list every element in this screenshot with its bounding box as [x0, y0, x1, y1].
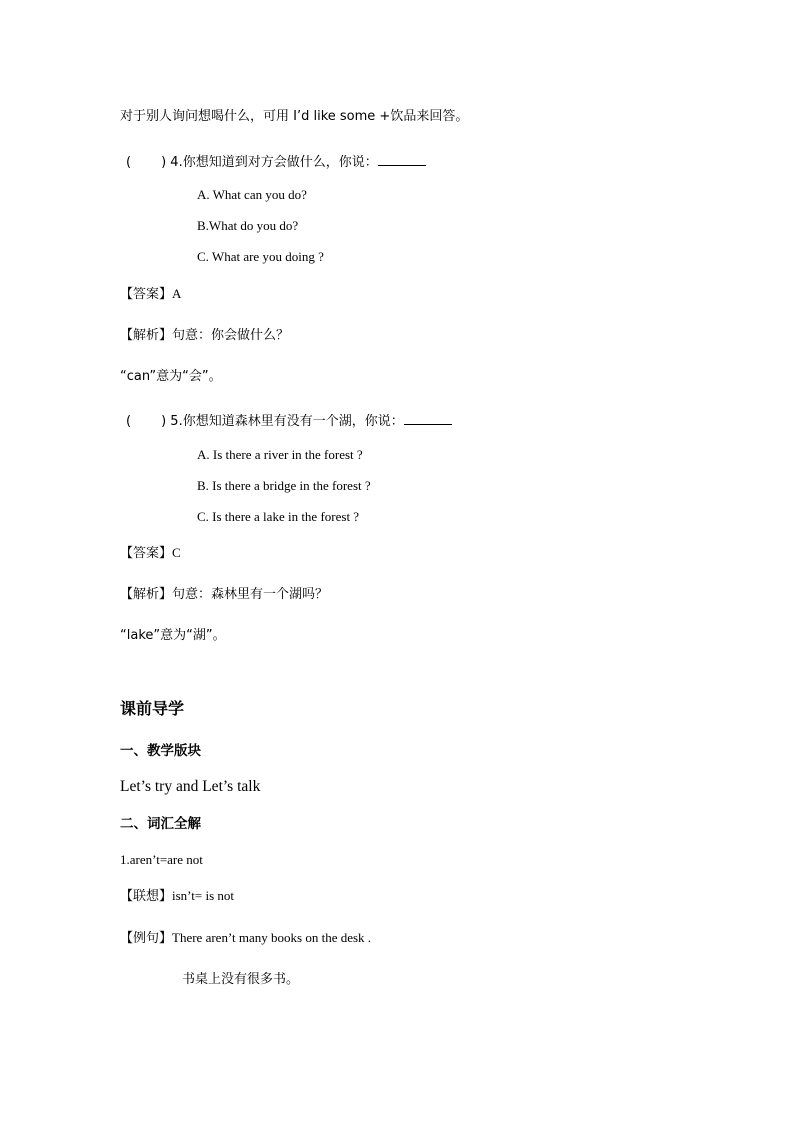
- vocab-example: [120, 930, 371, 947]
- question-5-answer: [120, 545, 181, 562]
- answer-bracket-close: ): [161, 155, 167, 170]
- part1-heading: 一、教学版块: [120, 743, 201, 759]
- question-4-note: “can”意为“会”。: [120, 369, 222, 384]
- question-5-stem-line: [126, 412, 452, 430]
- analysis-text: 句意：你会做什么？: [172, 328, 290, 343]
- analysis-text: 句意：森林里有一个湖吗？: [172, 587, 329, 602]
- intro-note: 对于别人询问想喝什么，可用 I’d like some +饮品来回答。: [120, 109, 469, 124]
- example-text: There aren’t many books on the desk .: [172, 930, 372, 945]
- question-5-note: “lake”意为“湖”。: [120, 628, 226, 643]
- answer-label: 【答案】: [120, 546, 173, 561]
- analysis-label: 【解析】: [120, 328, 173, 343]
- question-4-stem: 4.你想知道到对方会做什么，你说：: [170, 155, 378, 170]
- question-4-analysis: [120, 328, 289, 344]
- question-5-stem: 5.你想知道森林里有没有一个湖，你说：: [170, 414, 404, 429]
- part2-heading: 二、词汇全解: [120, 816, 201, 832]
- answer-blank: [404, 412, 452, 425]
- association-label: 【联想】: [120, 889, 173, 904]
- answer-blank: [378, 153, 426, 166]
- answer-label: 【答案】: [120, 287, 173, 302]
- section-title: 课前导学: [120, 699, 185, 718]
- question-4-answer: [120, 286, 181, 303]
- analysis-label: 【解析】: [120, 587, 173, 602]
- association-text: isn’t= is not: [172, 888, 235, 903]
- example-label: 【例句】: [120, 931, 173, 946]
- question-5-analysis: [120, 587, 328, 603]
- question-4-option-a: A. What can you do?: [197, 187, 307, 202]
- question-4-option-b: B.What do you do?: [197, 218, 299, 233]
- question-5-option-b: B. Is there a bridge in the forest ?: [197, 478, 371, 493]
- vocab-association: [120, 888, 234, 905]
- vocab-item: 1.aren’t=are not: [120, 852, 203, 867]
- question-5-option-c: C. Is there a lake in the forest ?: [197, 509, 360, 524]
- answer-value: C: [172, 545, 181, 560]
- part1-content: Let’s try and Let’s talk: [120, 778, 261, 795]
- question-5-option-a: A. Is there a river in the forest ?: [197, 447, 363, 462]
- answer-bracket-close: ): [161, 414, 167, 429]
- question-4-stem-line: [126, 153, 426, 171]
- question-4-option-c: C. What are you doing ?: [197, 249, 324, 264]
- answer-bracket-open: (: [126, 155, 132, 170]
- answer-bracket-open: (: [126, 414, 132, 429]
- answer-value: A: [172, 286, 182, 301]
- example-translation: 书桌上没有很多书。: [182, 972, 300, 987]
